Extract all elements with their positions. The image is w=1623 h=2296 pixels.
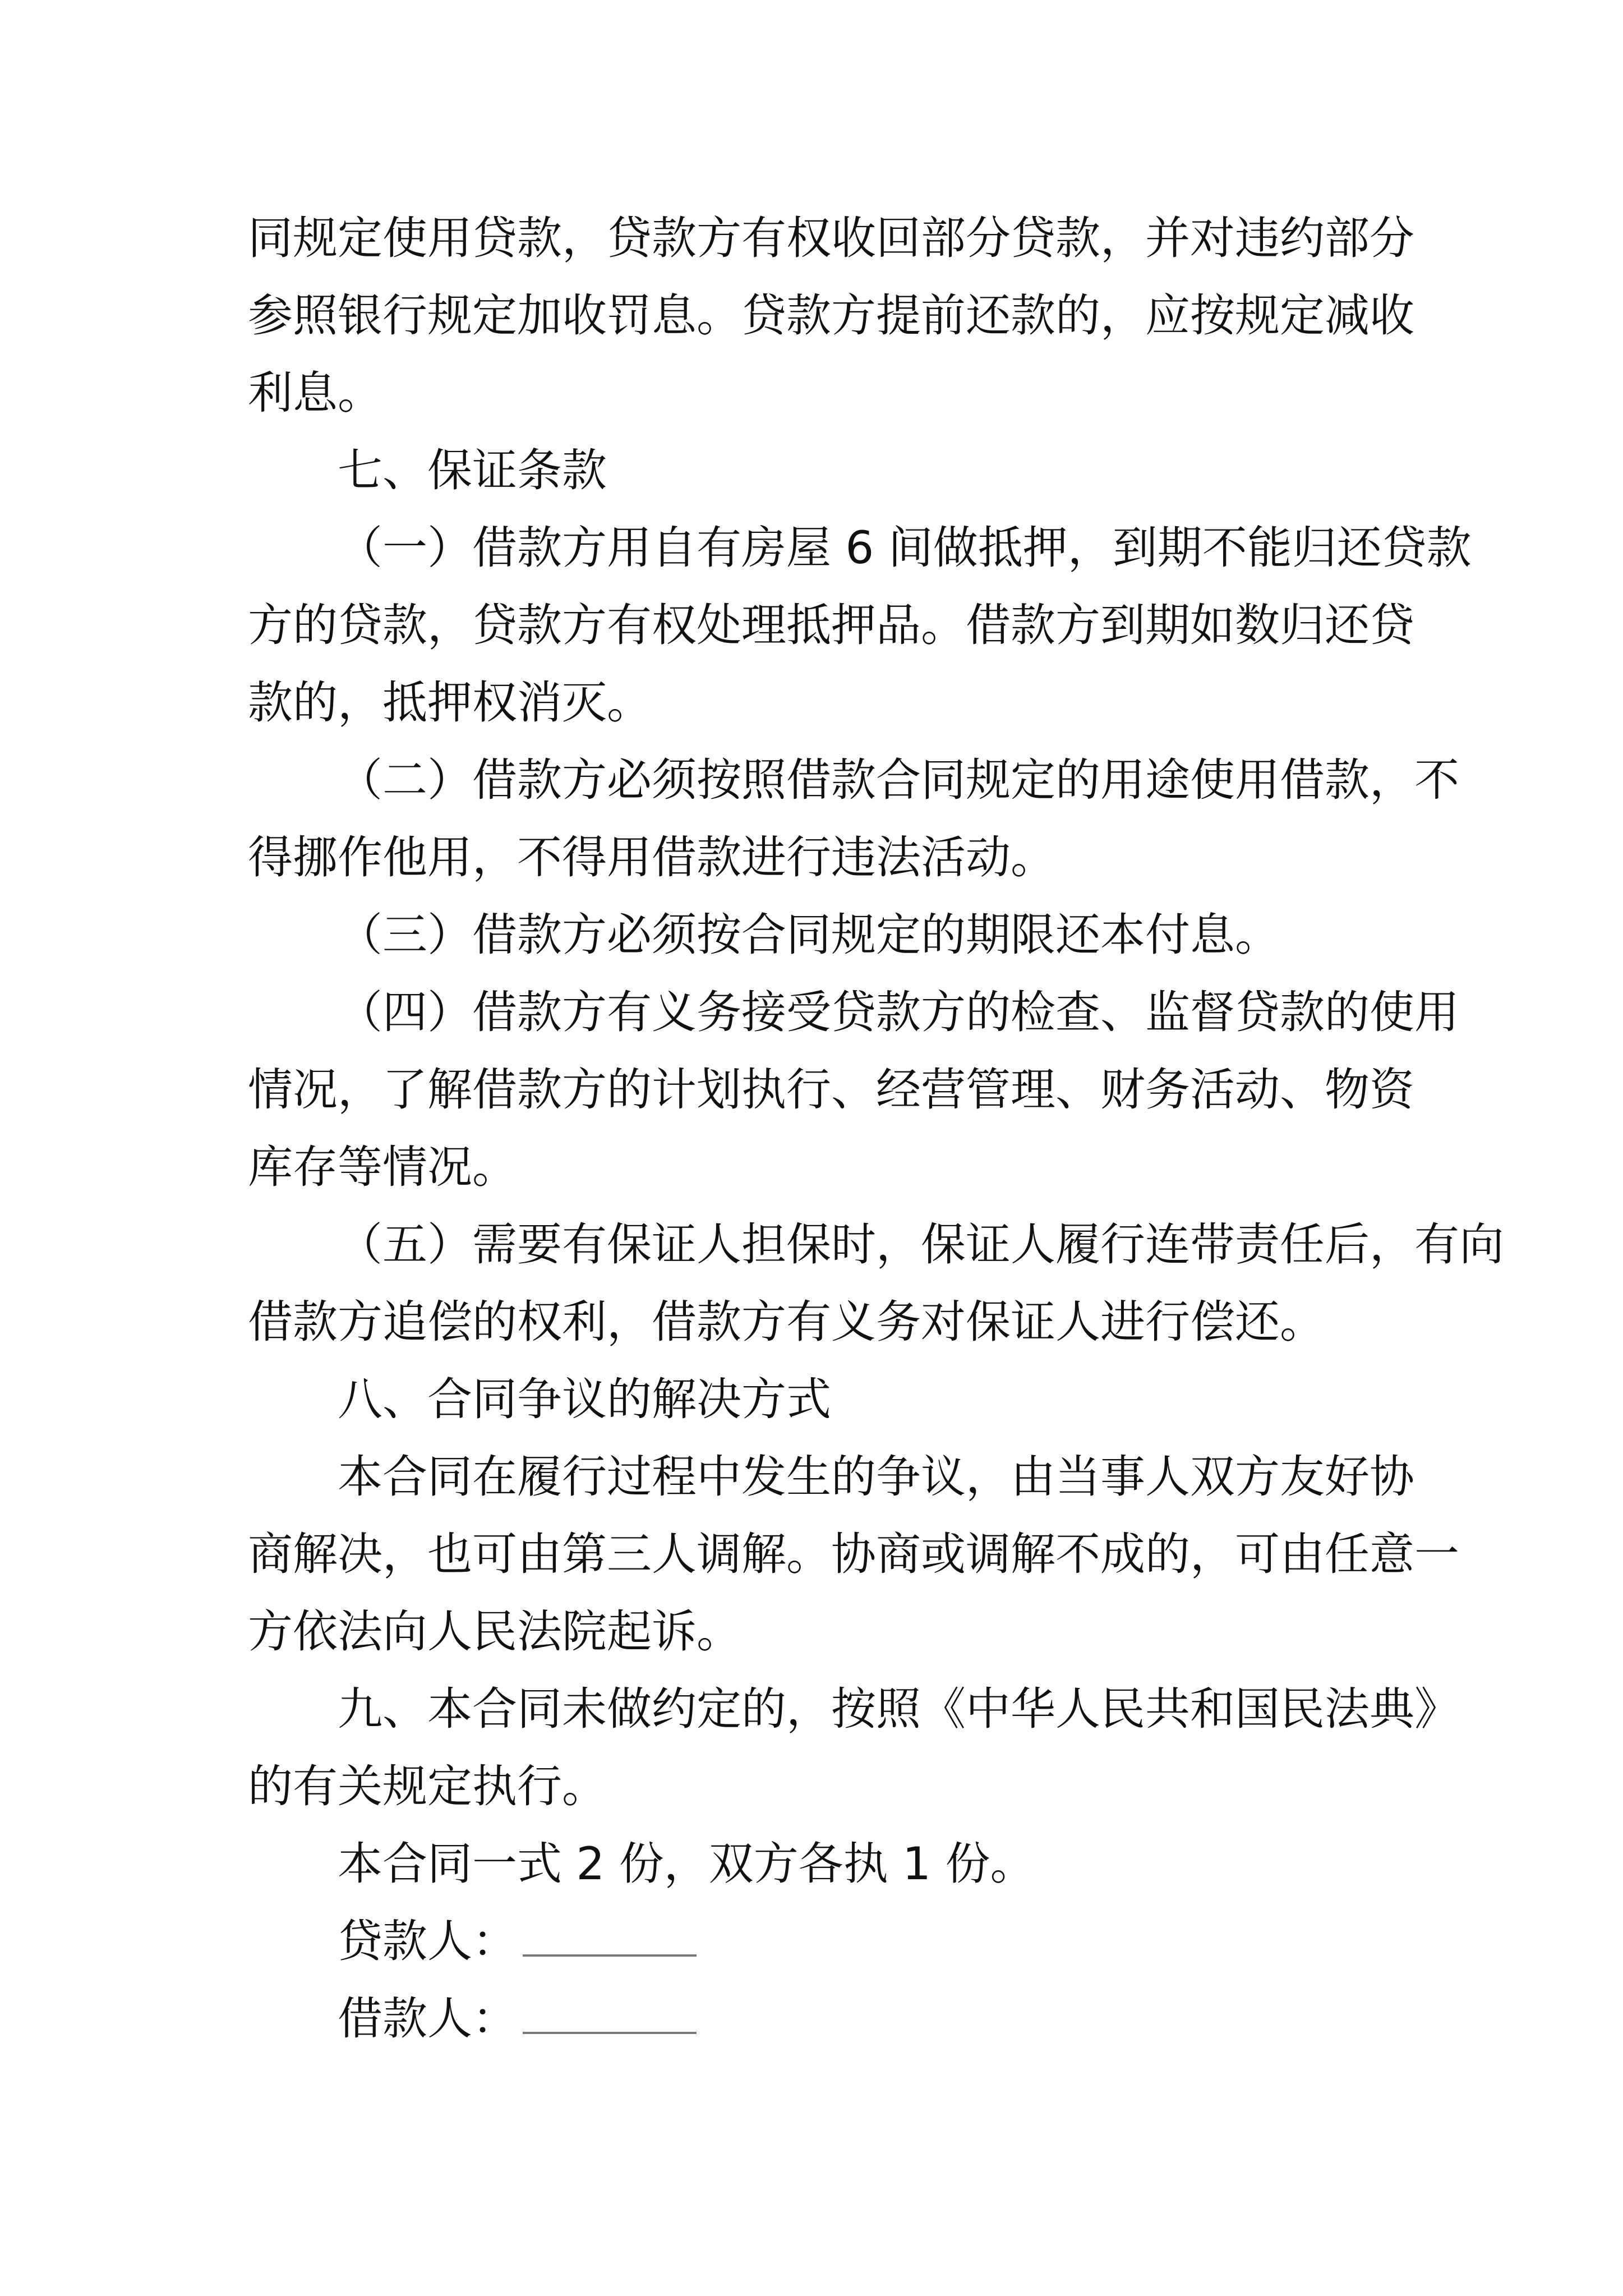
section-heading-7: 七、保证条款 bbox=[338, 444, 607, 496]
text-line: 利息。 bbox=[248, 367, 382, 419]
lender-signature-line bbox=[523, 1915, 697, 1957]
text-line: （四）借款方有义务接受贷款方的检查、监督贷款的使用 bbox=[338, 986, 1459, 1038]
borrower-signature-line bbox=[523, 1993, 697, 2034]
text-line: 的有关规定执行。 bbox=[248, 1760, 607, 1812]
text-line: 参照银行规定加收罚息。贷款方提前还款的，应按规定减收 bbox=[248, 289, 1414, 342]
copies-statement: 本合同一式 2 份，双方各执 1 份。 bbox=[338, 1838, 1035, 1890]
text-line: 同规定使用贷款，贷款方有权收回部分贷款，并对违约部分 bbox=[248, 212, 1414, 264]
text-line: 商解决，也可由第三人调解。协商或调解不成的，可由任意一 bbox=[248, 1528, 1459, 1580]
text-line: （五）需要有保证人担保时，保证人履行连带责任后，有向 bbox=[338, 1218, 1504, 1271]
lender-signature bbox=[338, 1902, 697, 1981]
borrower-label: 借款人： bbox=[338, 1993, 517, 2045]
text-line: 得挪作他用，不得用借款进行违法活动。 bbox=[248, 831, 1055, 884]
text-line: （三）借款方必须按合同规定的期限还本付息。 bbox=[338, 909, 1280, 961]
text-line: 情况，了解借款方的计划执行、经营管理、财务活动、物资 bbox=[248, 1064, 1414, 1116]
text-line: 方的贷款，贷款方有权处理抵押品。借款方到期如数归还贷 bbox=[248, 599, 1414, 651]
text-line: 款的，抵押权消灭。 bbox=[248, 677, 652, 729]
text-line: 本合同在履行过程中发生的争议，由当事人双方友好协 bbox=[338, 1451, 1414, 1503]
section-heading-8: 八、合同争议的解决方式 bbox=[338, 1373, 831, 1425]
text-line: 库存等情况。 bbox=[248, 1141, 517, 1193]
text-line: 借款方追偿的权利，借款方有义务对保证人进行偿还。 bbox=[248, 1296, 1325, 1348]
text-line: （二）借款方必须按照借款合同规定的用途使用借款，不 bbox=[338, 754, 1459, 806]
borrower-signature bbox=[338, 1980, 697, 2058]
section-heading-9: 九、本合同未做约定的，按照《中华人民共和国民法典》 bbox=[338, 1683, 1459, 1735]
text-line: 方依法向人民法院起诉。 bbox=[248, 1605, 741, 1658]
lender-label: 贷款人： bbox=[338, 1915, 517, 1967]
text-line: （一）借款方用自有房屋 6 间做抵押，到期不能归还贷款 bbox=[338, 522, 1472, 574]
